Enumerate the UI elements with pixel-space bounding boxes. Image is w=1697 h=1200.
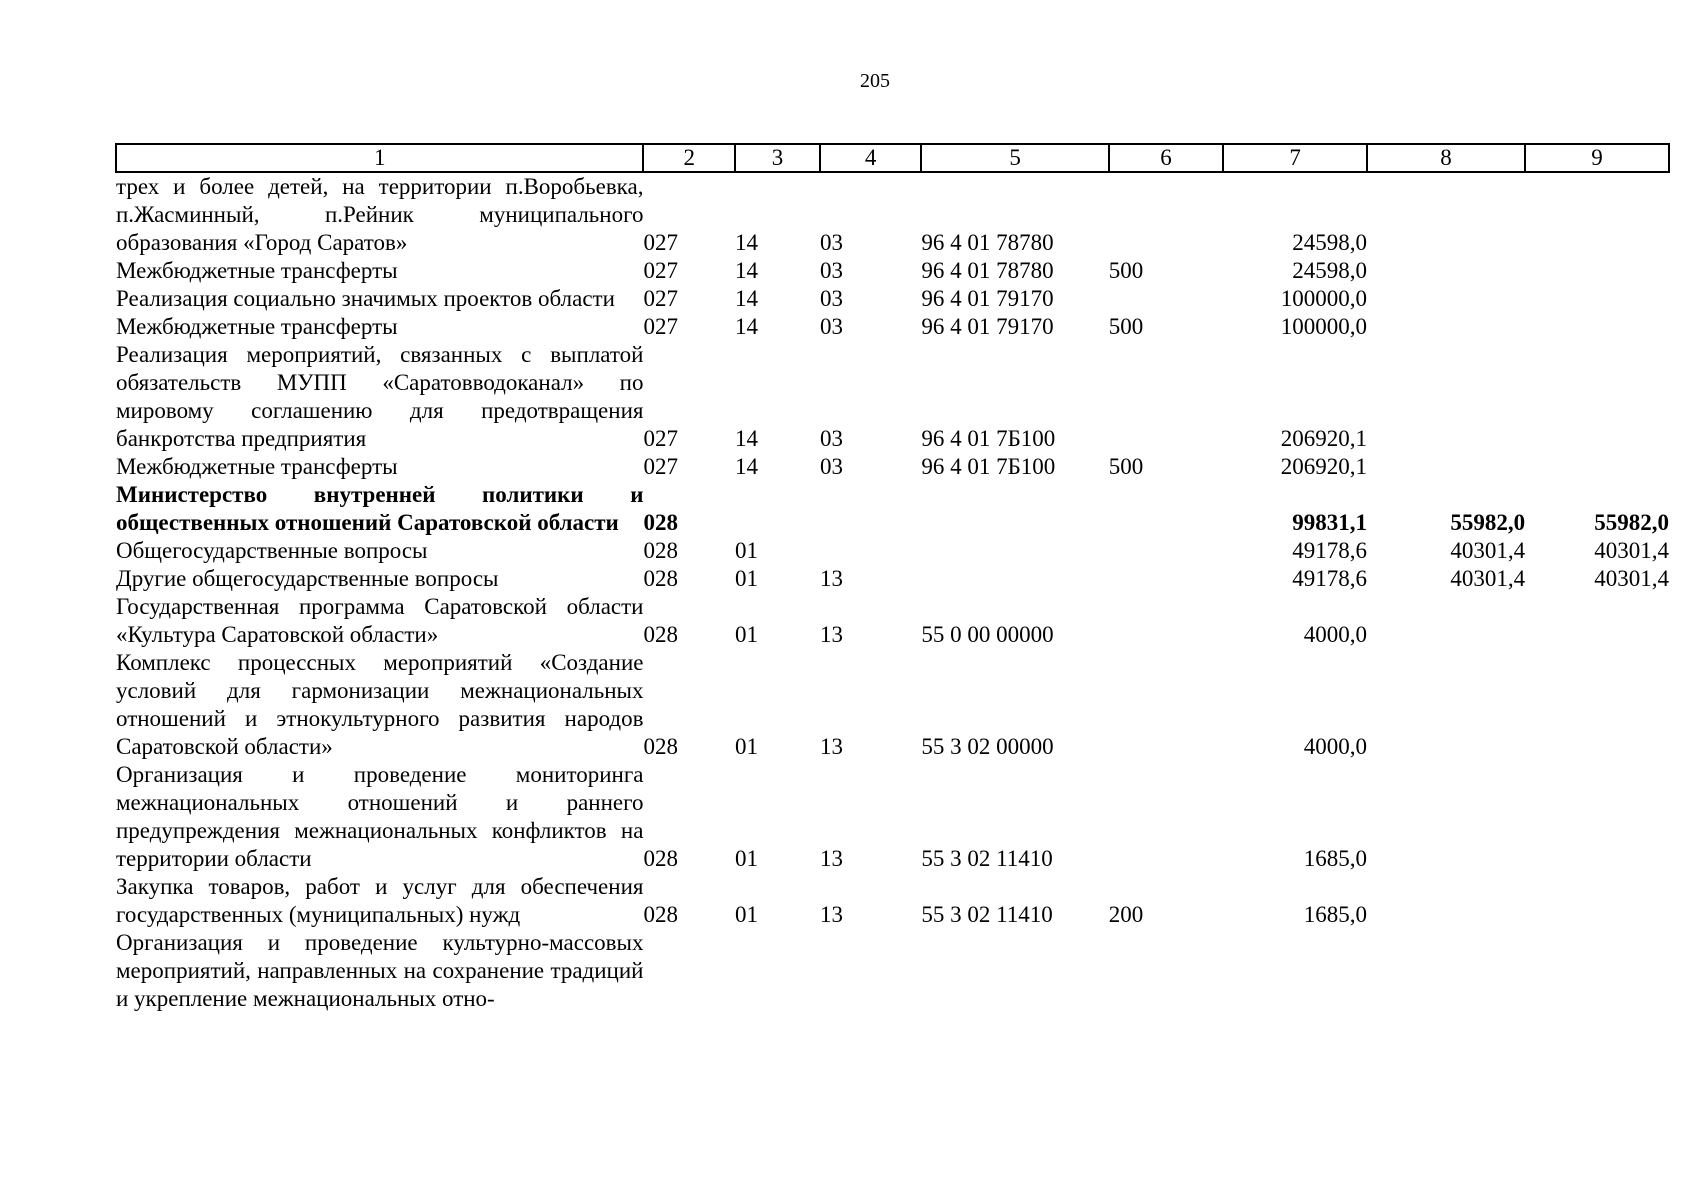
- row-section: 01: [735, 566, 758, 591]
- row-sum-col-7: 206920,1: [1280, 454, 1368, 479]
- row-expense-type: [1109, 929, 1223, 1013]
- row-sum-col-9: [1525, 649, 1669, 761]
- row-expense-type: 500: [1108, 454, 1144, 479]
- row-sum-col-7: 49178,6: [1292, 538, 1368, 563]
- row-sum-col-9: [1525, 929, 1669, 1013]
- row-sum-col-9: 40301,4: [1594, 538, 1669, 563]
- row-ministry-code: 027: [643, 258, 678, 283]
- row-ministry-code: 028: [643, 538, 678, 563]
- row-subsection: 13: [820, 566, 843, 591]
- row-sum-col-8: [1367, 172, 1525, 257]
- row-ministry-code: 027: [643, 314, 678, 339]
- row-ministry-code: 027: [643, 454, 678, 479]
- row-target-article: [921, 929, 1108, 1013]
- row-name: Министерство внутренней политики и общественных отношений Саратовской области: [116, 482, 644, 535]
- row-sum-col-8: [1367, 929, 1525, 1013]
- row-sum-col-7: 4000,0: [1303, 622, 1368, 647]
- row-name: трех и более детей, на территории п.Воробьевка, п.Жасминный, п.Рейник муниципального образования «Город Саратов»: [116, 174, 644, 255]
- header-col-4: 4: [820, 144, 921, 172]
- row-sum-col-9: [1525, 453, 1669, 481]
- row-target-article: [921, 481, 1108, 537]
- row-sum-col-9: [1525, 172, 1669, 257]
- row-target-article: [921, 565, 1108, 593]
- table-row: [116, 649, 1669, 761]
- row-expense-type: [1109, 565, 1223, 593]
- row-ministry-code: 027: [643, 426, 678, 451]
- row-expense-type: [1109, 285, 1223, 313]
- header-col-5: 5: [921, 144, 1108, 172]
- row-target-article: 96 4 01 78780: [921, 258, 1054, 283]
- row-subsection: 03: [820, 314, 843, 339]
- row-section: 14: [735, 454, 758, 479]
- row-sum-col-9: 55982,0: [1594, 510, 1669, 535]
- budget-table: [115, 143, 1670, 1013]
- row-expense-type: [1109, 537, 1223, 565]
- row-name: Организация и проведение культурно-массовых мероприятий, направленных на сохранение традиций и укрепление межнациональных отно-: [116, 930, 644, 1011]
- header-col-9: 9: [1525, 144, 1669, 172]
- row-sum-col-7: 24598,0: [1292, 258, 1368, 283]
- row-name: Реализация мероприятий, связанных с выплатой обязательств МУПП «Саратовводоканал» по мировому соглашению для предотвращения банкротства предприятия: [116, 342, 644, 451]
- row-section: 14: [735, 286, 758, 311]
- row-sum-col-8: [1367, 873, 1525, 929]
- row-sum-col-8: [1367, 285, 1525, 313]
- header-col-8: 8: [1367, 144, 1525, 172]
- row-ministry-code: 028: [643, 566, 678, 591]
- row-expense-type: 500: [1108, 258, 1144, 283]
- row-sum-col-7: 206920,1: [1280, 426, 1368, 451]
- row-target-article: 96 4 01 7Б100: [921, 454, 1056, 479]
- row-name: Организация и проведение мониторинга межнациональных отношений и раннего предупреждения межнациональных конфликтов на территории области: [116, 762, 644, 871]
- row-name: Межбюджетные трансферты: [116, 258, 398, 283]
- table-row: [116, 761, 1669, 873]
- row-sum-col-8: 55982,0: [1450, 510, 1526, 535]
- page-number: 205: [860, 70, 890, 92]
- table-header: [116, 144, 1669, 172]
- row-sum-col-9: 40301,4: [1594, 566, 1669, 591]
- row-expense-type: 200: [1108, 902, 1144, 927]
- row-section: 14: [735, 426, 758, 451]
- table-row: [116, 873, 1669, 929]
- row-sum-col-7: 24598,0: [1292, 230, 1368, 255]
- row-sum-col-7: 100000,0: [1280, 314, 1368, 339]
- row-sum-col-9: [1525, 257, 1669, 285]
- row-name: Межбюджетные трансферты: [116, 454, 398, 479]
- row-sum-col-9: [1525, 873, 1669, 929]
- table-row: [116, 341, 1669, 453]
- row-sum-col-8: [1367, 257, 1525, 285]
- row-subsection: 03: [820, 258, 843, 283]
- row-ministry-code: 028: [643, 846, 678, 871]
- row-subsection: 03: [820, 454, 843, 479]
- row-subsection: [820, 481, 921, 537]
- row-sum-col-8: [1367, 453, 1525, 481]
- row-target-article: 55 3 02 00000: [921, 734, 1054, 759]
- row-target-article: [921, 537, 1108, 565]
- row-section: 14: [735, 314, 758, 339]
- row-target-article: 55 3 02 11410: [921, 902, 1053, 927]
- table-row: [116, 565, 1669, 593]
- row-section: 14: [735, 230, 758, 255]
- row-sum-col-9: [1525, 285, 1669, 313]
- row-section: [735, 929, 820, 1013]
- header-col-3: 3: [735, 144, 820, 172]
- row-section: 01: [735, 538, 758, 563]
- row-expense-type: [1109, 761, 1223, 873]
- row-target-article: 96 4 01 79170: [921, 286, 1054, 311]
- row-sum-col-8: [1367, 341, 1525, 453]
- row-name: Межбюджетные трансферты: [116, 314, 398, 339]
- row-name: Комплекс процессных мероприятий «Создание условий для гармонизации межнациональных отношений и этнокультурного развития народов Саратовской области»: [116, 650, 644, 759]
- row-sum-col-9: [1525, 761, 1669, 873]
- row-subsection: 03: [820, 286, 843, 311]
- row-sum-col-8: [1367, 761, 1525, 873]
- row-sum-col-7: 99831,1: [1292, 510, 1368, 535]
- row-sum-col-8: [1367, 649, 1525, 761]
- table-body: [116, 172, 1669, 1013]
- row-subsection: 13: [820, 734, 843, 759]
- table-row: [116, 313, 1669, 341]
- table-row: [116, 257, 1669, 285]
- table-row: [116, 285, 1669, 313]
- row-ministry-code: 028: [643, 902, 678, 927]
- row-subsection: 03: [820, 230, 843, 255]
- row-subsection: 03: [820, 426, 843, 451]
- row-expense-type: [1109, 649, 1223, 761]
- header-col-6: 6: [1109, 144, 1223, 172]
- row-sum-col-7: 1685,0: [1303, 902, 1368, 927]
- row-name: Общегосударственные вопросы: [116, 538, 428, 563]
- row-sum-col-8: [1367, 313, 1525, 341]
- row-sum-col-7: 49178,6: [1292, 566, 1368, 591]
- row-ministry-code: 028: [643, 734, 678, 759]
- row-sum-col-9: [1525, 341, 1669, 453]
- row-section: 01: [735, 902, 758, 927]
- row-target-article: 96 4 01 78780: [921, 230, 1054, 255]
- row-expense-type: [1109, 341, 1223, 453]
- row-ministry-code: [643, 929, 735, 1013]
- row-subsection: [820, 537, 921, 565]
- row-expense-type: [1109, 172, 1223, 257]
- row-sum-col-7: 100000,0: [1280, 286, 1368, 311]
- row-section: 14: [735, 258, 758, 283]
- row-ministry-code: 028: [643, 622, 678, 647]
- header-row: [116, 144, 1669, 172]
- row-sum-col-9: [1525, 313, 1669, 341]
- header-col-1: 1: [116, 144, 643, 172]
- row-sum-col-9: [1525, 593, 1669, 649]
- table-row: [116, 929, 1669, 1013]
- header-col-2: 2: [643, 144, 735, 172]
- table-row: [116, 481, 1669, 537]
- row-name: Государственная программа Саратовской области «Культура Саратовской области»: [116, 594, 644, 647]
- row-expense-type: [1109, 593, 1223, 649]
- row-sum-col-8: 40301,4: [1450, 566, 1526, 591]
- row-sum-col-7: [1223, 929, 1367, 1013]
- row-section: 01: [735, 846, 758, 871]
- row-ministry-code: 028: [643, 510, 678, 535]
- row-section: [735, 481, 820, 537]
- row-sum-col-8: [1367, 593, 1525, 649]
- header-col-7: 7: [1223, 144, 1367, 172]
- row-sum-col-7: 1685,0: [1303, 846, 1368, 871]
- row-expense-type: [1109, 481, 1223, 537]
- row-target-article: 55 0 00 00000: [921, 622, 1054, 647]
- row-target-article: 96 4 01 79170: [921, 314, 1054, 339]
- row-name: Другие общегосударственные вопросы: [116, 566, 499, 591]
- row-name: Реализация социально значимых проектов области: [116, 286, 615, 311]
- row-subsection: 13: [820, 846, 843, 871]
- row-section: 01: [735, 622, 758, 647]
- row-name: Закупка товаров, работ и услуг для обеспечения государственных (муниципальных) нужд: [116, 874, 644, 927]
- row-sum-col-8: 40301,4: [1450, 538, 1526, 563]
- table-row: [116, 593, 1669, 649]
- row-target-article: 96 4 01 7Б100: [921, 426, 1056, 451]
- row-section: 01: [735, 734, 758, 759]
- table-row: [116, 172, 1669, 257]
- row-subsection: 13: [820, 902, 843, 927]
- row-target-article: 55 3 02 11410: [921, 846, 1053, 871]
- row-ministry-code: 027: [643, 230, 678, 255]
- row-expense-type: 500: [1108, 314, 1144, 339]
- row-subsection: 13: [820, 622, 843, 647]
- row-sum-col-7: 4000,0: [1303, 734, 1368, 759]
- row-ministry-code: 027: [643, 286, 678, 311]
- table-row: [116, 453, 1669, 481]
- table-row: [116, 537, 1669, 565]
- row-subsection: [820, 929, 921, 1013]
